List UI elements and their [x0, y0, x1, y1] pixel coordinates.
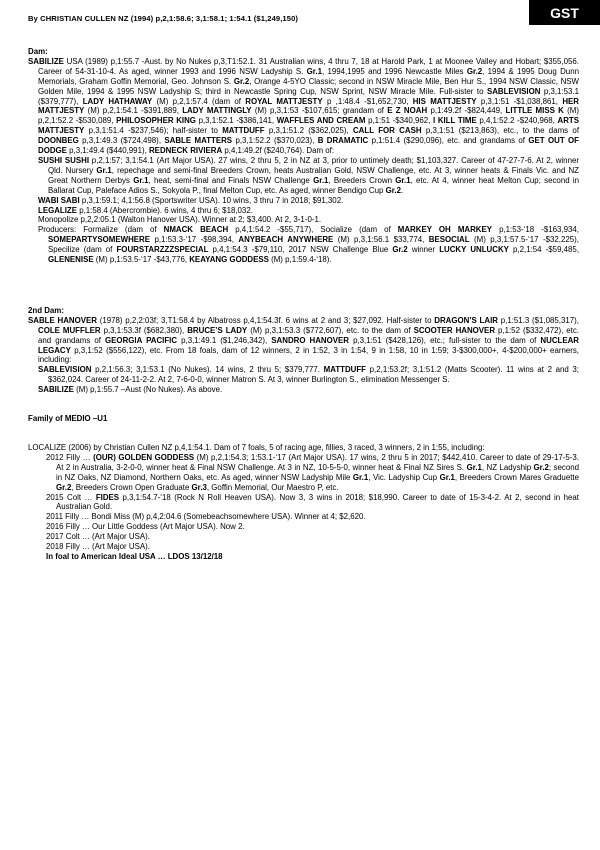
offspring-sabilize-repeat: SABILIZE (M) p,1:55.7 –Aust (No Nukes). As above. [38, 385, 223, 395]
spacer [28, 395, 579, 414]
dam-sabilize-paragraph: SABILIZE USA (1989) p,1:55.7 -Aust. by No Nukes p,3,T1:52.1. 31 Australian wins, 4 thru 7, 18 at Harold Park, 1 at Moonee Valley and Hobart; $355,056. Career of 54-31-10-4. As aged, winner 1993 and 1996 NSW Ladyship S. Gr.1, 1994,1995 and 1996 Newcastle Miles Gr.2, 1994 & 1995 Doug Dunn Memorials, Graham Goffin Memorial, Geo. Johnson S. Gr.2, Orange 4-5YO Classic; second in NSW Miracle Mile, Ben Hur S., 1994 NSW Classic, NSW Golden Mile, 1994 & 1995 NSW Ladyship S; third in Newcastle Spring Cup, NSW Sprint, NSW Miracle Mile. Full-sister to SABLEVISION p,3,1:53.1 ($379,777), LADY HATHAWAY (M) p,2,1:57.4 (dam of ROYAL MATTJESTY p ,1:48.4 -$1,652,730, HIS MATTJESTY p,3,1:51 -$1,038,861, HER MATTJESTY (M) p,2,1:54.1 -$391,889, LADY MATTINGLY (M) p,3,1:53 -$107,615; grandam of E Z NOAH p,1:49.2f -$824,449, LITTLE MISS K (M) p,2,1:52.2 -$530,089, PHILOSOPHER KING p,3,1:52.1 -$386,141, WAFFLES AND CREAM p,1:51 -$340,962, I KILL TIME p,4,1:52.2 -$240,968, ARTS MATTJESTY p,3,1:51.4 -$237,546); half-sister to MATTDUFF p,3,1:51.2 ($362,025), CALL FOR CASH p,3,1:51 ($213,863), etc., to the dams of DOONBEG p,3,1:49.3 ($724,498), SABLE MATTERS p,3,1:52.2 ($370,023), B DRAMATIC p,1:51.4 ($290,096), etc. and grandams of GET OUT OF DODGE p,3,1:49.4 ($440,991), REDNECK RIVIERA p,4,1:49.2f ($240,764). Dam of: [28, 56, 580, 156]
foal-2016: 2016 Filly … Our Little Goddess (Art Major USA). Now 2. [46, 522, 245, 532]
foal-2017: 2017 Colt … (Art Major USA). [46, 532, 150, 542]
foal-2012: 2012 Filly … (OUR) GOLDEN GODDESS (M) p,2,1:54.3; 1:53.1-‘17 (Art Major USA). 17 wins, 2 thru 5 in 2017; $442,410. Career to date of 29-17-5-3. At 2 in Australia, 3-2-0-0, winner heat & Final NSW Challenge. At 3 in NZ, 10-5-5-0, winner heat & Final NZ Sires S. Gr.1, NZ Ladyship Gr.2; second in NZ Oaks, NZ Diamond, Northern Oaks, etc. As aged, winner NSW Ladyship Mile Gr.1, Vic. Ladyship Cup Gr.1, Breeders Crown Mares Graduette Gr.2, Breeders Crown Open Graduate Gr.3, Goffin Memorial, Our Maestro P, etc. [46, 452, 579, 492]
offspring-monopolize: Monopolize p,2,2:05.1 (Walton Hanover USA). Winner at 2; $3,400. At 2, 3-1-0-1. [38, 215, 322, 225]
spacer [28, 265, 579, 306]
offspring-wabi-sabi: WABI SABI p,3,1:59.1; 4,1:56.8 (Sportswriter USA). 10 wins, 3 thru 7 in 2018; $91,302. [38, 195, 344, 205]
offspring-sablevision: SABLEVISION p,2,1:56.3; 3,1:53.1 (No Nukes). 14 wins, 2 thru 5; $379,777. MATTDUFF p,2,1:53.2f; 3,1:51.2 (Matts Scooter). 11 wins at 2 and 3; $362,024. Career of 24-11-2-2. At 2, 7-6-0-0, winner Matron S. At 3, winner Burlington S., elimination Messenger S. [38, 365, 579, 385]
sire-line: By CHRISTIAN CULLEN NZ (1994) p,2,1:58.6; 3,1:58.1; 1:54.1 ($1,249,150) [28, 14, 299, 23]
foal-2011: 2011 Filly … Bondi Miss (M) p,4,2:04.6 (Somebeachsomewhere USA). Winner at 4; $2,620. [46, 512, 366, 522]
offspring-sushi-sushi: SUSHI SUSHI p,2,1:57; 3,1:54.1 (Art Major USA). 27 wins, 2 thru 5, 2 in NZ at 3, prior to untimely death; $1,103,327. Career of 47-27-7-6. At 2, winner Qld. Nursery Gr.1, repechage and semi-final Breeders Crown, heats Australian Gold, NSW Challenge, etc. At 3, winner heats & Finals Vic. and NZ Great Northern Derbys Gr.1, heat, semi-final and Finals NSW Challenge Gr.1, Breeders Crown Gr.1, etc. At 4, winner heat Melton Cup; second in Ballarat Cup, Paleface Adios S., Sokyola P., final Melton Cup, etc. As aged, winner Bendigo Cup Gr.2. [38, 155, 580, 195]
foal-2018: 2018 Filly … (Art Major USA). [46, 542, 150, 552]
gst-badge: GST [529, 0, 600, 25]
second-dam-sable-hanover: SABLE HANOVER (1978) p,2,2:03f; 3,T1:58.4 by Albatross p,4,1:54.3f. 6 wins at 2 and 3; $27,092. Half-sister to DRAGON’S LAIR p,1:51.3 ($1,085,317), COLE MUFFLER p,3,1:53.3f ($682,380), BRUCE’S LADY (M) p,3,1:53.3 ($772,607), etc. to the dam of SCOOTER HANOVER p,1:52 ($332,472), etc. and grandams of GEORGIA PACIFIC p,3,1:49.1 ($1,246,342), SANDRO HANOVER p,3,1:51 ($428,126), etc.; full-sister to the dam of NUCLEAR LEGACY p,3,1:52 ($556,122), etc. From 18 foals, dam of 12 winners, 2 in 1:52, 3 in 1:54, 9 in 1:58, 10 in 1:59; 3-$300,000+, 4-$200,000+ earners, including: [28, 315, 580, 365]
dam-heading: Dam: [28, 47, 48, 56]
pedigree-content [28, 47, 579, 562]
second-dam-heading: 2nd Dam: [28, 305, 64, 315]
foal-2015: 2015 Colt … FIDES p,3,1:54.7-‘18 (Rock N Roll Heaven USA). Now 3, 3 wins in 2018; $18,990. Career to date of 15-3-4-2. At 2, second in heat Australian Gold. [46, 492, 579, 512]
producers-paragraph: Producers: Formalize (dam of NMACK BEACH p,4,1:54.2 -$55,717), Socialize (dam of MARKEY OH MARKEY p,1:53-‘18 -$163,934, SOMEPARTYSOMEWHERE p,1:53.3-‘17 -$98,394, ANYBEACH ANYWHERE (M) p,3,1:56.1 $33,774, BESOCIAL (M) p,3,1:57.5-‘17 -$32,225), Specilize (dam of FOURSTARZZZSPECIAL p,4,1:54.3 -$79,110, 2017 NSW Challenge Blue Gr.2 winner LUCKY UNLUCKY p,2,1:54 -$59,485, GLENENISE (M) p,1:53.5-‘17 -$43,776, KEAYANG GODDESS (M) p,1:59.4-‘18). [38, 225, 580, 265]
spacer [28, 424, 579, 443]
offspring-legalize: LEGALIZE p,1:58.4 (Abercrombie). 6 wins, 4 thru 6; $18,032. [38, 205, 253, 215]
in-foal-note: In foal to American Ideal USA … LDOS 13/12/18 [46, 551, 223, 561]
family-heading: Family of MEDIO –U1 [28, 414, 108, 424]
family-intro: LOCALIZE (2006) by Christian Cullen NZ p,4,1:54.1. Dam of 7 foals, 5 of racing age, fillies, 3 raced, 3 winners, 2 in 1:55, including: [28, 443, 485, 452]
